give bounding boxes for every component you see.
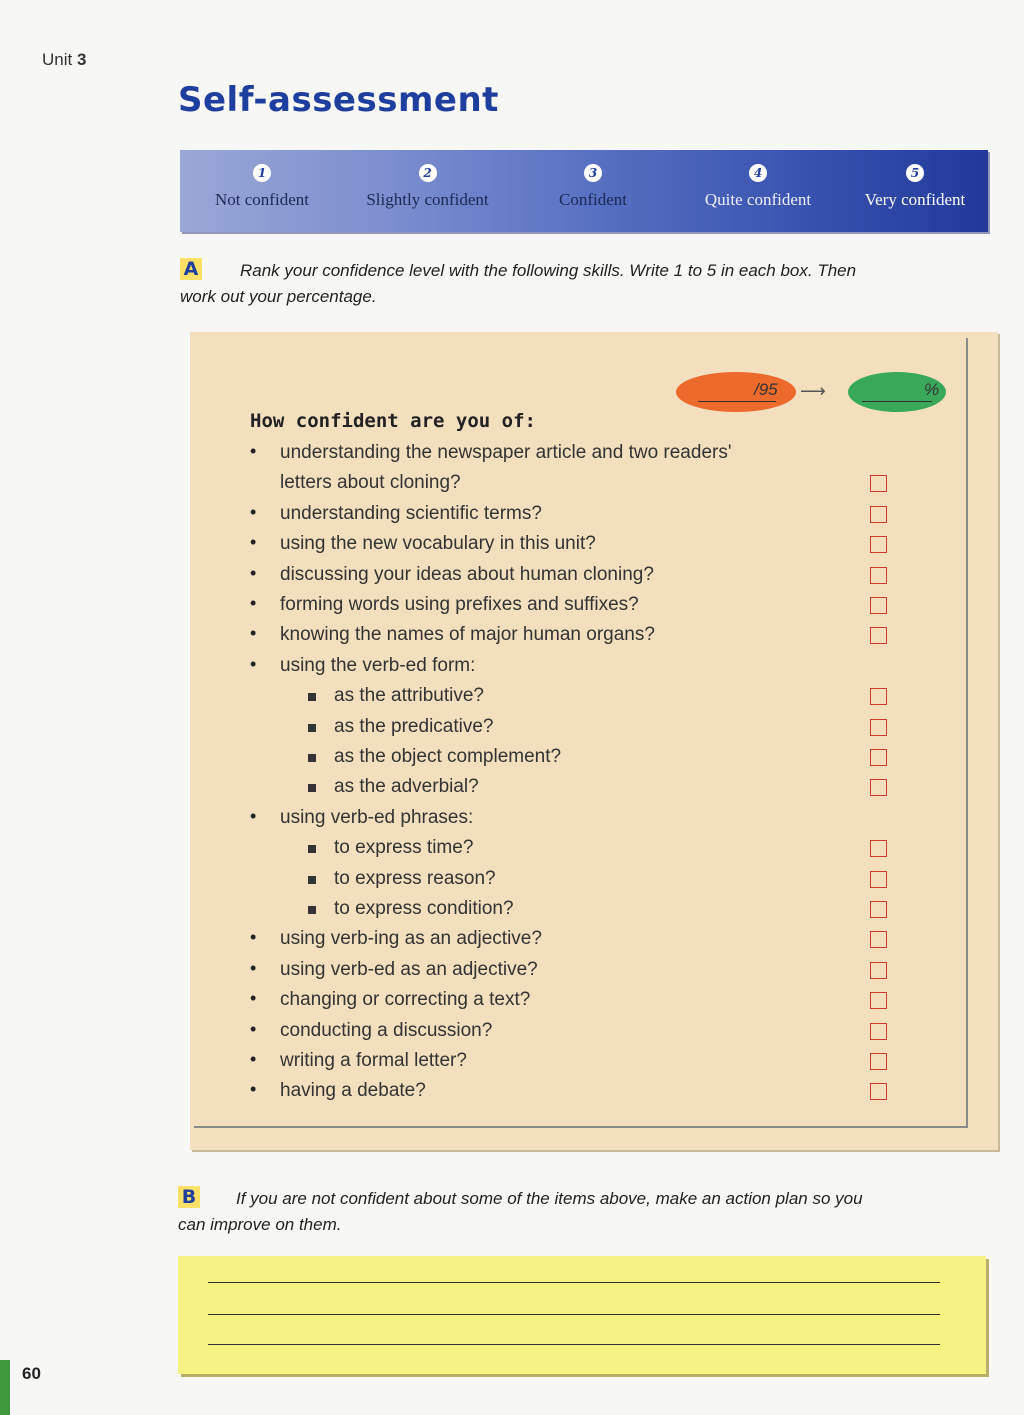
rating-box[interactable]	[870, 719, 887, 736]
bullet-icon: •	[250, 988, 257, 1009]
checklist-item-text: as the predicative?	[334, 715, 494, 737]
bullet-icon: •	[250, 1018, 257, 1039]
scale-label-5: Very confident	[864, 190, 966, 209]
scale-item-2	[360, 164, 495, 210]
square-bullet-icon	[308, 754, 316, 762]
checklist-item	[280, 1016, 492, 1046]
rating-box[interactable]	[870, 475, 887, 492]
square-bullet-icon	[308, 784, 316, 792]
scale-label-2: Slightly confident	[366, 190, 489, 209]
score-percent-text: %	[924, 380, 940, 399]
action-plan-line-3[interactable]	[208, 1344, 940, 1345]
checklist-item-text: discussing your ideas about human cloning?	[280, 563, 654, 585]
checklist-item	[334, 681, 484, 711]
rating-box[interactable]	[870, 749, 887, 766]
action-plan-box[interactable]	[178, 1256, 986, 1374]
bullet-icon: •	[250, 593, 257, 613]
score-total-text: /95	[754, 380, 778, 399]
checklist-item-text: changing or correcting a text?	[280, 989, 531, 1011]
checklist-item	[280, 620, 655, 650]
section-b-line-1: If you are not confident about some of the items above, make an action plan so you	[236, 1189, 863, 1208]
unit-number: 3	[76, 50, 87, 69]
rating-box[interactable]	[870, 536, 887, 553]
action-plan-line-1[interactable]	[208, 1282, 940, 1283]
checklist-panel	[190, 332, 998, 1150]
action-plan-line-2[interactable]	[208, 1314, 940, 1315]
checklist-item-text: to express reason?	[334, 867, 496, 889]
bullet-icon: •	[250, 532, 257, 553]
section-b-badge: B	[178, 1186, 200, 1208]
section-a-instruction	[180, 258, 980, 310]
checklist-item	[280, 529, 596, 559]
unit-label	[42, 50, 86, 70]
rating-box[interactable]	[870, 688, 887, 705]
scale-number-4: 4	[749, 164, 767, 182]
checklist-item	[280, 499, 542, 529]
checklist-item	[280, 590, 639, 620]
checklist-item	[280, 560, 654, 590]
checklist-item-text: having a debate?	[280, 1080, 426, 1102]
page-number	[0, 1360, 46, 1390]
rating-box[interactable]	[870, 871, 887, 888]
rating-box[interactable]	[870, 597, 887, 614]
scale-number-5: 5	[906, 164, 924, 182]
checklist-item	[280, 955, 538, 985]
bullet-icon: •	[250, 623, 257, 644]
unit-prefix: Unit	[42, 50, 73, 69]
section-a-line-2: work out your percentage.	[180, 287, 377, 306]
square-bullet-icon	[308, 845, 316, 853]
confidence-scale-bar	[180, 150, 988, 232]
section-a-badge: A	[180, 258, 202, 280]
checklist-item-text: to express time?	[334, 837, 474, 859]
square-bullet-icon	[308, 876, 316, 884]
bullet-icon: •	[250, 957, 257, 978]
checklist-item	[280, 803, 473, 833]
bullet-icon: •	[250, 441, 257, 461]
scale-number-1: 1	[253, 164, 271, 182]
checklist-item	[334, 833, 473, 863]
checklist-item	[280, 985, 530, 1015]
section-a-line-1: Rank your confidence level with the following skills. Write 1 to 5 in each box. Then	[240, 261, 857, 280]
checklist-item	[280, 468, 461, 498]
section-b-line-2: can improve on them.	[178, 1215, 342, 1234]
scale-item-4	[688, 164, 828, 210]
section-b-instruction	[178, 1186, 978, 1238]
checklist-item-text: as the adverbial?	[334, 776, 479, 798]
scale-number-3: 3	[584, 164, 602, 182]
rating-box[interactable]	[870, 840, 887, 857]
checklist-item-text: to express condition?	[334, 898, 514, 919]
checklist-item-text: as the attributive?	[334, 685, 484, 707]
checklist-item-text: understanding the newspaper article and two readers'	[280, 442, 732, 463]
scale-number-2: 2	[419, 164, 437, 182]
checklist-item-text: using the verb-ed form:	[280, 654, 476, 676]
rating-box[interactable]	[870, 1023, 887, 1040]
rating-box[interactable]	[870, 931, 887, 948]
checklist-item-text: using the new vocabulary in this unit?	[280, 533, 596, 555]
scale-item-5	[850, 164, 980, 210]
bullet-icon: •	[250, 1049, 257, 1069]
checklist-item-text: writing a formal letter?	[280, 1050, 467, 1071]
checklist-item	[334, 742, 561, 772]
rating-box[interactable]	[870, 992, 887, 1009]
page-title: Self-assessment	[178, 80, 499, 120]
checklist-item	[280, 651, 475, 681]
checklist-item	[334, 772, 479, 802]
checklist-item-text: conducting a discussion?	[280, 1019, 493, 1041]
bullet-icon: •	[250, 805, 257, 826]
score-total-oval	[676, 372, 796, 412]
square-bullet-icon	[308, 906, 316, 914]
page-number-text: 60	[22, 1364, 41, 1383]
checklist-item-text: using verb-ed phrases:	[280, 806, 474, 828]
rating-box[interactable]	[870, 627, 887, 644]
checklist-heading: How confident are you of:	[250, 410, 536, 432]
scale-label-1: Not confident	[215, 190, 309, 209]
score-box	[676, 372, 956, 414]
checklist-item	[334, 712, 494, 742]
bullet-icon: •	[250, 1079, 257, 1100]
scale-item-1	[202, 164, 322, 210]
page-edge-strip	[0, 1360, 10, 1415]
checklist-item-text: understanding scientific terms?	[280, 502, 542, 524]
checklist-item-text: forming words using prefixes and suffixes?	[280, 594, 639, 615]
checklist-item-text: knowing the names of major human organs?	[280, 624, 655, 646]
rating-box[interactable]	[870, 567, 887, 584]
rating-box[interactable]	[870, 962, 887, 979]
rating-box[interactable]	[870, 779, 887, 796]
square-bullet-icon	[308, 693, 316, 701]
checklist-item-text: using verb-ing as an adjective?	[280, 928, 542, 950]
checklist-item	[280, 924, 542, 954]
bullet-icon: •	[250, 653, 257, 674]
rating-box[interactable]	[870, 506, 887, 523]
scale-label-4: Quite confident	[704, 190, 812, 209]
checklist-item-text: letters about cloning?	[280, 472, 461, 494]
bullet-icon: •	[250, 562, 257, 583]
checklist-item-text: as the object complement?	[334, 746, 562, 767]
bullet-icon: •	[250, 501, 257, 522]
square-bullet-icon	[308, 724, 316, 732]
checklist-item	[334, 864, 496, 894]
arrow-icon: ⟶	[800, 381, 826, 402]
checklist-item-text: using verb-ed as an adjective?	[280, 958, 538, 980]
rating-box[interactable]	[870, 901, 887, 918]
scale-label-3: Confident	[559, 190, 627, 209]
checklist-item	[334, 894, 514, 924]
bullet-icon: •	[250, 927, 257, 948]
rating-box[interactable]	[870, 1083, 887, 1100]
checklist-item	[280, 1076, 426, 1106]
checklist-item	[280, 1046, 467, 1076]
score-percent-line	[862, 401, 932, 402]
scale-item-3	[538, 164, 648, 210]
checklist-item	[280, 438, 731, 468]
rating-box[interactable]	[870, 1053, 887, 1070]
score-total-line	[698, 401, 776, 402]
